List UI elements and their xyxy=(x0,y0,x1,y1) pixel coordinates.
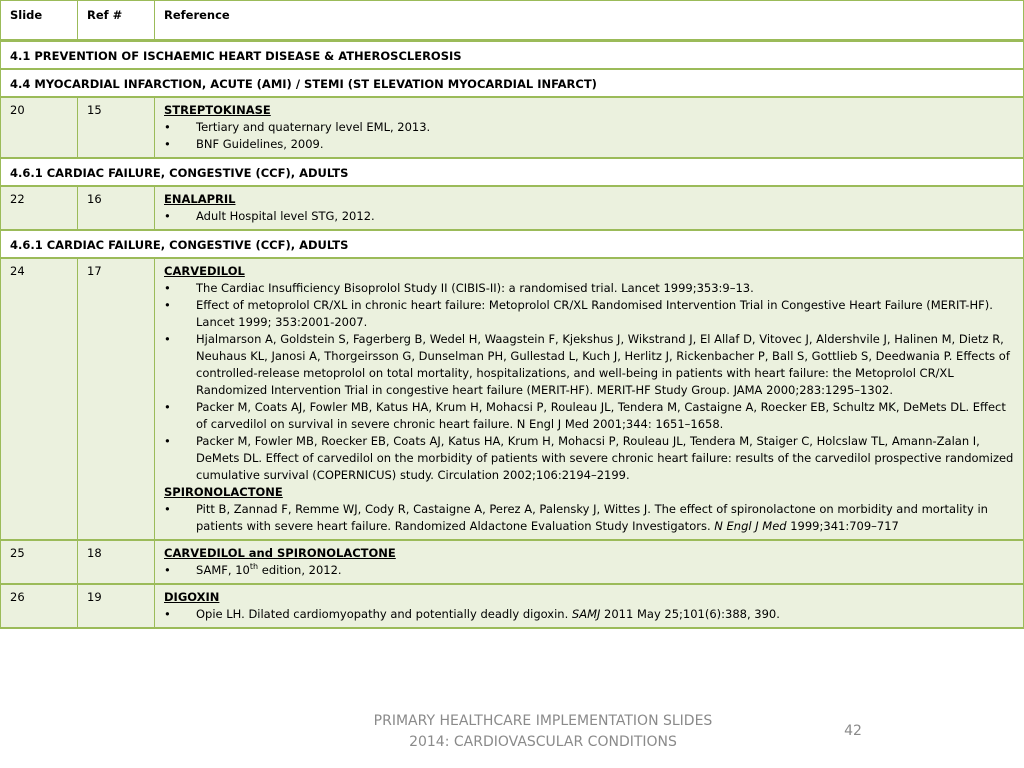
footer-title-line-1: PRIMARY HEALTHCARE IMPLEMENTATION SLIDES xyxy=(373,713,713,729)
reference-item xyxy=(164,208,1017,225)
reference-cell xyxy=(155,98,1023,157)
reference-text: Packer M, Coats AJ, Fowler MB, Katus HA, Krum H, Mohacsi P, Rouleau JL, Tendera M, Castaigne A, Roecker EB, Schultz MK, DeMets DL. Effect of carvedilol on survival in severe chronic heart failure. N Engl J Med 2001;344: 1651–1658. xyxy=(196,400,1006,431)
section-title: 4.4 MYOCARDIAL INFARCTION, ACUTE (AMI) / STEMI (ST ELEVATION MYOCARDIAL INFARCT) xyxy=(10,77,597,91)
bullet-icon: • xyxy=(164,298,171,312)
reference-list xyxy=(164,280,1017,484)
reference-item xyxy=(164,297,1017,331)
reference-item xyxy=(164,399,1017,433)
ordinal-suffix: th xyxy=(249,562,259,572)
section-header-row xyxy=(0,159,1024,187)
drug-name: STREPTOKINASE xyxy=(164,103,271,117)
bullet-icon: • xyxy=(164,281,171,295)
reference-list xyxy=(164,208,1017,225)
drug-name: CARVEDILOL xyxy=(164,264,245,278)
bullet-icon: • xyxy=(164,209,171,223)
drug-name: CARVEDILOL and SPIRONOLACTONE xyxy=(164,546,396,560)
bullet-icon: • xyxy=(164,332,171,346)
slide-number: 22 xyxy=(1,187,78,229)
reference-text: Tertiary and quaternary level EML, 2013. xyxy=(196,120,431,134)
reference-item xyxy=(164,136,1017,153)
slide-footer xyxy=(330,711,756,753)
ref-number: 16 xyxy=(78,187,155,229)
reference-text: Effect of metoprolol CR/XL in chronic heart failure: Metoprolol CR/XL Randomised Intervention Trial in Congestive Heart Failure (MERIT-HF). Lancet 1999; 353:2001-2007. xyxy=(196,298,993,329)
bullet-icon: • xyxy=(164,137,171,151)
reference-list xyxy=(164,501,1017,535)
column-header-reference: Reference xyxy=(164,8,230,22)
reference-cell xyxy=(155,259,1023,539)
section-title: 4.6.1 CARDIAC FAILURE, CONGESTIVE (CCF), ADULTS xyxy=(10,238,349,252)
reference-list xyxy=(164,119,1017,153)
section-header-row xyxy=(0,42,1024,70)
reference-text-end: edition, 2012. xyxy=(258,563,342,577)
table-row xyxy=(0,259,1024,541)
journal-name: SAMJ xyxy=(571,607,601,621)
page-number: 42 xyxy=(844,723,862,739)
reference-item xyxy=(164,331,1017,399)
section-header-row xyxy=(0,70,1024,98)
reference-text: Opie LH. Dilated cardiomyopathy and potentially deadly digoxin. xyxy=(196,607,572,621)
ref-number: 18 xyxy=(78,541,155,583)
section-title: 4.1 PREVENTION OF ISCHAEMIC HEART DISEASE & ATHEROSCLEROSIS xyxy=(10,49,462,63)
table-row xyxy=(0,585,1024,629)
reference-text: SAMF, 10 xyxy=(196,563,250,577)
reference-item xyxy=(164,433,1017,484)
slide-number: 24 xyxy=(1,259,78,539)
journal-name: N Engl J Med xyxy=(714,519,787,533)
reference-cell xyxy=(155,541,1023,583)
bullet-icon: • xyxy=(164,120,171,134)
ref-number: 15 xyxy=(78,98,155,157)
table-row xyxy=(0,187,1024,231)
reference-text: BNF Guidelines, 2009. xyxy=(196,137,324,151)
reference-text: Hjalmarson A, Goldstein S, Fagerberg B, Wedel H, Waagstein F, Kjekshus J, Wikstrand J, El Allaf D, Vitovec J, Aldershvile J, Halinen M, Dietz R, Neuhaus KL, Janosi A, Thorgeirsson G, Dunselman PH, Gullestad L, Kuch J, Herlitz J, Rickenbacher P, Ball S, Gottlieb S, Deedwania P. Effects of controlled-release metoprolol on total mortality, hospitalizations, and well-being in patients with heart failure: the Metoprolol CR/XL Randomized Intervention Trial in congestive heart failure (MERIT-HF). MERIT-HF Study Group. JAMA 2000;283:1295–1302. xyxy=(196,332,1010,397)
reference-item xyxy=(164,562,1017,579)
slide-number: 26 xyxy=(1,585,78,627)
reference-text: Pitt B, Zannad F, Remme WJ, Cody R, Castaigne A, Perez A, Palensky J, Wittes J. The effect of spironolactone on morbidity and mortality in patients with severe heart failure. Randomized Aldactone Evaluation Study Investigators. xyxy=(196,502,988,533)
citation-details: 1999;341:709–717 xyxy=(786,519,899,533)
bullet-icon: • xyxy=(164,607,171,621)
reference-cell xyxy=(155,187,1023,229)
column-header-slide: Slide xyxy=(1,1,78,39)
drug-name: SPIRONOLACTONE xyxy=(164,485,283,499)
reference-cell xyxy=(155,585,1023,627)
bullet-icon: • xyxy=(164,400,171,414)
reference-list xyxy=(164,606,1017,623)
table-body xyxy=(0,42,1024,629)
ref-number: 17 xyxy=(78,259,155,539)
ref-number: 19 xyxy=(78,585,155,627)
reference-text: The Cardiac Insufficiency Bisoprolol Study II (CIBIS-II): a randomised trial. Lancet 1999;353:9–13. xyxy=(196,281,754,295)
footer-title-line-2: 2014: CARDIOVASCULAR CONDITIONS xyxy=(409,734,677,750)
table-header-row xyxy=(0,1,1024,42)
bullet-icon: • xyxy=(164,502,171,516)
reference-item xyxy=(164,280,1017,297)
table-row xyxy=(0,541,1024,585)
slide-number: 25 xyxy=(1,541,78,583)
slide-number: 20 xyxy=(1,98,78,157)
drug-name: ENALAPRIL xyxy=(164,192,236,206)
column-header-ref: Ref # xyxy=(78,1,155,39)
section-title: 4.6.1 CARDIAC FAILURE, CONGESTIVE (CCF), ADULTS xyxy=(10,166,349,180)
drug-name: DIGOXIN xyxy=(164,590,220,604)
bullet-icon: • xyxy=(164,563,171,577)
section-header-row xyxy=(0,231,1024,259)
reference-item xyxy=(164,606,1017,623)
bullet-icon: • xyxy=(164,434,171,448)
reference-item xyxy=(164,501,1017,535)
reference-item xyxy=(164,119,1017,136)
table-row xyxy=(0,98,1024,159)
reference-list xyxy=(164,562,1017,579)
citation-details: 2011 May 25;101(6):388, 390. xyxy=(600,607,780,621)
reference-text: Packer M, Fowler MB, Roecker EB, Coats AJ, Katus HA, Krum H, Mohacsi P, Rouleau JL, Tendera M, Staiger C, Holcslaw TL, Amann-Zalan I, DeMets DL. Effect of carvedilol on the morbidity of patients with severe chronic heart failure: results of the carvedilol prospective randomized cumulative survival (COPERNICUS) study. Circulation 2002;106:2194–2199. xyxy=(196,434,1014,482)
reference-text: Adult Hospital level STG, 2012. xyxy=(196,209,375,223)
